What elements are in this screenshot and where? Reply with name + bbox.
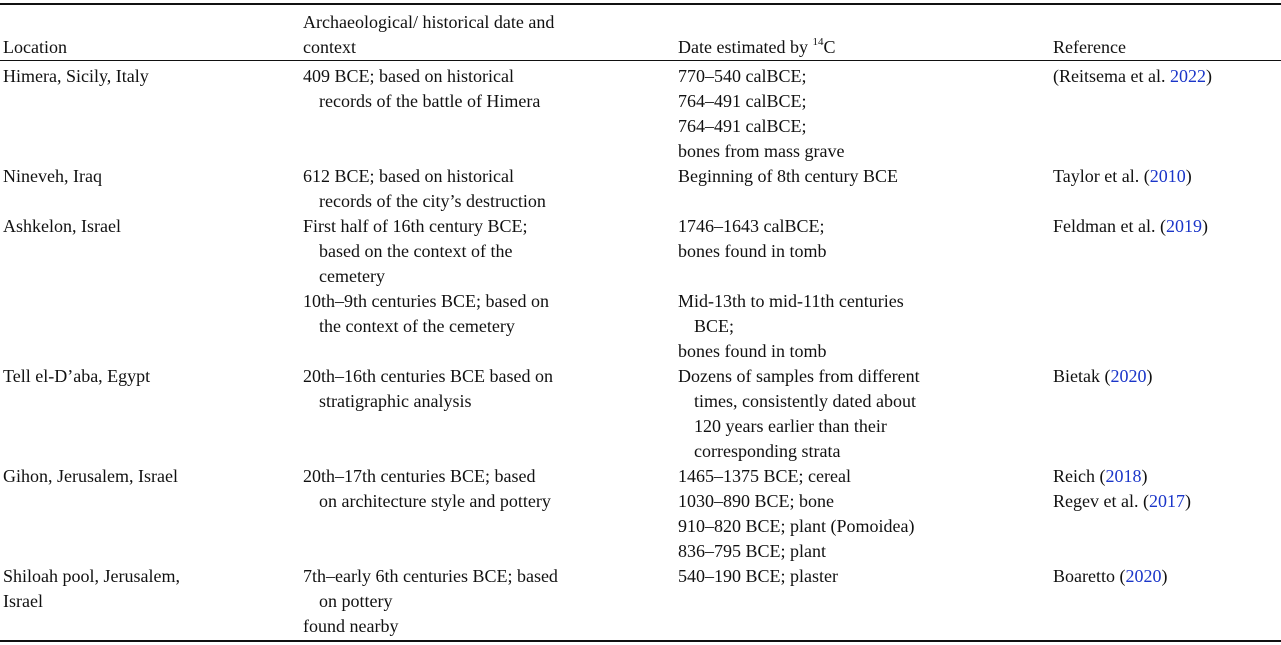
archaeological-date-cell-line: 612 BCE; based on historical [303, 166, 514, 186]
archaeological-date-cell-line: 7th–early 6th centuries BCE; based [303, 566, 558, 586]
location-cell-line: Gihon, Jerusalem, Israel [3, 466, 178, 486]
reference-authors: Taylor et al. ( [1053, 166, 1150, 186]
c14-date-cell-line: Beginning of 8th century BCE [678, 166, 898, 186]
header-c14-superscript: 14 [812, 36, 824, 48]
reference-close-paren: ) [1146, 366, 1153, 386]
reference-year-link[interactable]: 2018 [1105, 466, 1142, 486]
location-cell-line: Israel [3, 591, 43, 611]
table-header-rule [0, 60, 1281, 61]
reference-close-paren: ) [1184, 491, 1191, 511]
header-c14-date [678, 35, 835, 60]
archaeological-date-cell-line: 409 BCE; based on historical [303, 66, 514, 86]
reference-year-link[interactable]: 2020 [1125, 566, 1162, 586]
c14-date-cell-line: 764–491 calBCE; [678, 91, 807, 111]
archaeological-date-cell-line: on pottery [319, 591, 393, 611]
c14-date-cell-line: 120 years earlier than their [694, 416, 887, 436]
reference-cell [1053, 564, 1167, 589]
reference-cell [1053, 64, 1212, 89]
location-cell-line: Ashkelon, Israel [3, 216, 121, 236]
header-location: Location [3, 37, 67, 57]
c14-date-cell-line: bones found in tomb [678, 241, 827, 261]
archaeological-date-cell-line: the context of the cemetery [319, 316, 515, 336]
reference-close-paren: ) [1141, 466, 1148, 486]
header-archaeological-date [303, 10, 554, 60]
c14-date-cell-line: times, consistently dated about [694, 391, 916, 411]
reference-cell [1053, 164, 1192, 189]
header-archaeological-line-2: context [303, 37, 356, 57]
reference-year-link[interactable]: 2019 [1165, 216, 1202, 236]
header-c14-prefix: Date estimated by [678, 37, 813, 57]
reference-year-link[interactable]: 2017 [1148, 491, 1185, 511]
reference-year-link[interactable]: 2020 [1110, 366, 1147, 386]
archaeological-date-cell-line: based on the context of the [319, 241, 513, 261]
c14-date-cell-line: bones from mass grave [678, 141, 845, 161]
c14-date-cell-line: 1030–890 BCE; bone [678, 491, 834, 511]
table-top-rule [0, 3, 1281, 5]
c14-date-cell-line: Mid-13th to mid-11th centuries [678, 291, 904, 311]
archaeological-date-cell-line: records of the battle of Himera [319, 91, 541, 111]
reference-authors: Bietak ( [1053, 366, 1111, 386]
reference-close-paren: ) [1201, 216, 1208, 236]
reference-close-paren: ) [1205, 66, 1212, 86]
header-reference: Reference [1053, 37, 1126, 57]
header-c14-suffix: C [823, 37, 836, 57]
archaeological-date-cell-line: stratigraphic analysis [319, 391, 472, 411]
reference-cell [1053, 489, 1191, 514]
archaeological-date-cell-line: 10th–9th centuries BCE; based on [303, 291, 549, 311]
archaeological-date-cell-line: 20th–16th centuries BCE based on [303, 366, 553, 386]
c14-date-cell-line: 910–820 BCE; plant (Pomoidea) [678, 516, 915, 536]
c14-date-cell-line: 1746–1643 calBCE; [678, 216, 825, 236]
reference-close-paren: ) [1185, 166, 1192, 186]
reference-authors: Feldman et al. ( [1053, 216, 1166, 236]
c14-date-cell-line: bones found in tomb [678, 341, 827, 361]
reference-cell [1053, 364, 1152, 389]
c14-date-cell-line: 770–540 calBCE; [678, 66, 807, 86]
reference-cell [1053, 214, 1208, 239]
reference-authors: Boaretto ( [1053, 566, 1126, 586]
reference-authors: Reich ( [1053, 466, 1106, 486]
c14-date-cell-line: Dozens of samples from different [678, 366, 920, 386]
location-cell-line: Tell el-D’aba, Egypt [3, 366, 151, 386]
c14-date-cell-line: corresponding strata [694, 441, 841, 461]
c14-date-cell-line: 764–491 calBCE; [678, 116, 807, 136]
c14-date-cell-line: 836–795 BCE; plant [678, 541, 826, 561]
c14-date-cell-line: 540–190 BCE; plaster [678, 566, 838, 586]
reference-authors: (Reitsema et al. [1053, 66, 1170, 86]
location-cell-line: Shiloah pool, Jerusalem, [3, 566, 180, 586]
location-cell-line: Nineveh, Iraq [3, 166, 102, 186]
archaeological-date-cell-line: records of the city’s destruction [319, 191, 546, 211]
archaeological-date-cell-line: First half of 16th century BCE; [303, 216, 528, 236]
archaeological-date-cell-line: cemetery [319, 266, 385, 286]
reference-cell [1053, 464, 1147, 489]
reference-year-link[interactable]: 2010 [1149, 166, 1186, 186]
archaeological-date-cell-line: found nearby [303, 616, 399, 636]
reference-year-link[interactable]: 2022 [1169, 66, 1206, 86]
location-cell-line: Himera, Sicily, Italy [3, 66, 149, 86]
c14-date-cell-line: BCE; [694, 316, 735, 336]
archaeological-date-cell-line: 20th–17th centuries BCE; based [303, 466, 536, 486]
header-archaeological-line-1: Archaeological/ historical date and [303, 12, 555, 32]
table-bottom-rule [0, 640, 1281, 642]
reference-close-paren: ) [1161, 566, 1168, 586]
archaeological-date-cell-line: on architecture style and pottery [319, 491, 551, 511]
reference-authors: Regev et al. ( [1053, 491, 1149, 511]
c14-date-cell-line: 1465–1375 BCE; cereal [678, 466, 851, 486]
